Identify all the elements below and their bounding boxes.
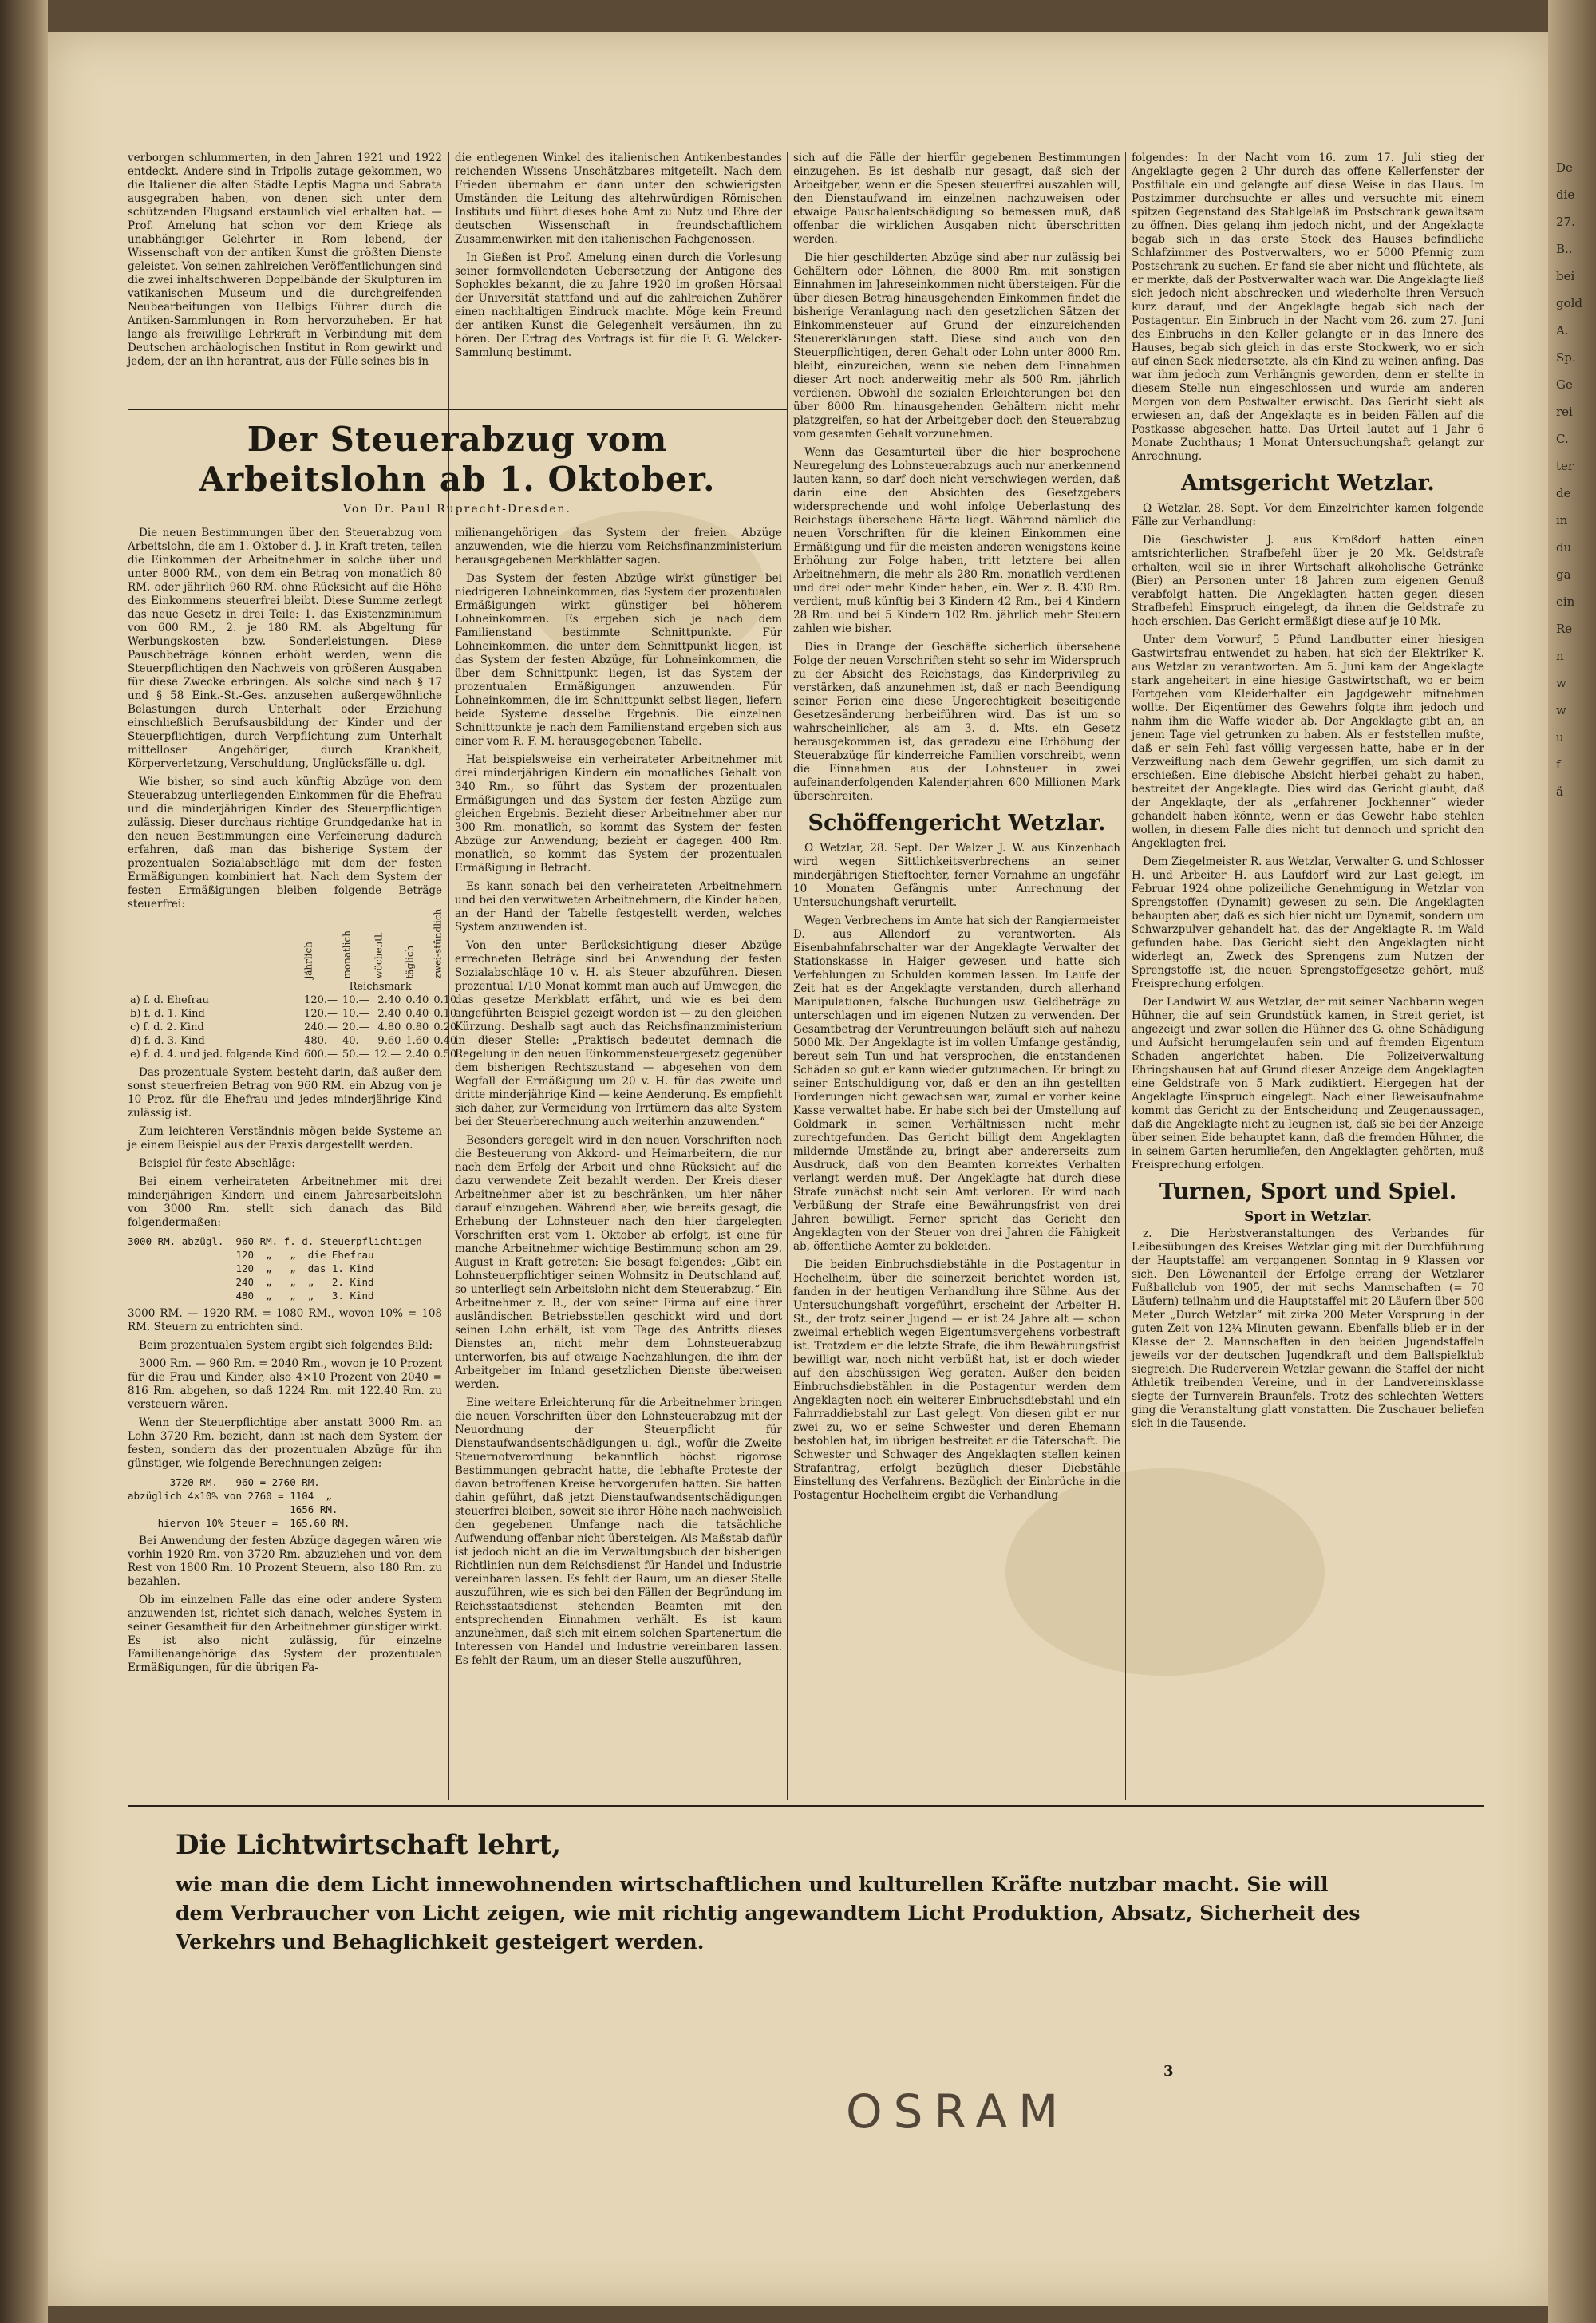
table-header: wöchentl. <box>373 931 385 979</box>
article-byline: Von Dr. Paul Ruprecht-Dresden. <box>343 503 571 516</box>
table-row <box>128 1034 459 1048</box>
edge-fragment: Sp. <box>1556 350 1576 365</box>
article-header <box>128 415 787 522</box>
text-paragraph: Die beiden Einbruchsdiebstähle in die Postagentur in Hochelheim, über die seinerzeit berichtet worden ist, fanden in der heutigen Verhandlung ihre Sühne. Aus der Untersuchungshaft vorgeführt, erscheint der Arbeiter H. St., der trotz seiner Jugend — er ist 24 Jahre alt — schon zweimal erheblich wegen Eigentumsvergehens vorbestraft ist. Trotzdem er die letzte Strafe, die ihm Bewährungsfrist bewilligt war, noch nicht verbüßt hat, ist er doch wieder auf den abschüssigen Weg geraten. Außer den beiden Einbruchsdiebstählen in die Postagentur werden dem Angeklagten noch ein weiterer Einbruchsdiebstahl und ein Fahrraddiebstahl zur Last gelegt. Von diesen gibt er nur zwei zu, wo er seine Schwester und deren Ehemann bestohlen hat, im übrigen bestreitet er die Täterschaft. Die Schwester und Schwager des Angeklagten stellen keinen Strafantrag, erfolgt bezüglich dieser Diebstähle Einstellung des Verfahrens. Bezüglich der Einbrüche in die Postagentur Hochelheim ergibt die Verhandlung <box>793 1258 1120 1502</box>
text-paragraph: Besonders geregelt wird in den neuen Vorschriften noch die Besteuerung von Akkord- und Heimarbeitern, die nur nach dem Erfolg der Arbeit und ohne Rücksicht auf die dazu verwendete Zeit bezahlt werden. Der Kreis dieser Arbeitnehmer aber ist zu beschränken, um hier näher darauf einzugehen. Während aber, wie bereits gesagt, die Erhebung der Lohnsteuer nach den hier dargelegten Vorschriften erst vom 1. Oktober ab erfolgt, ist eine für manche Arbeitnehmer wichtige Bestimmung schon am 29. August in Kraft getreten: Sie besagt folgendes: „Gibt ein Lohnsteuerpflichtiger seinen Wohnsitz in Deutschland auf, so unterliegt sein Arbeitslohn nicht dem Steuerabzug.“ Ein Arbeitnehmer z. B., der von seiner Firma auf eine ihrer ausländischen Betriebsstellen geschickt wird und dort seinen Lohn erhält, ist vom Tage des Antritts dieses Dienstes an, nicht mehr dem Lohnsteuerabzug unterworfen, bis auf etwaige Nachzahlungen, die ihm der Arbeitgeber im Inland gesetzlichen Dienste überweisen werden. <box>455 1134 782 1391</box>
text-paragraph: Dies in Drange der Geschäfte sicherlich übersehene Folge der neuen Vorschriften steht so sehr im Widerspruch zu der Absicht des Reichstags, das Kinderprivileg zu verstärken, daß anzunehmen ist, daß er nach Beendigung seiner Ferien eine diese Ungerechtigkeit beseitigende Gesetzesänderung herbeiführen wird. Das ist um so wahrscheinlicher, als am 3. d. Mts. ein Gesetz herausgekommen ist, das geradezu eine Erhöhung der Steuerabzüge für kinderreiche Familien vorschreibt, wenn die Einnahmen aus der Lohnsteuer in zwei aufeinanderfolgenden Kalenderjahren 600 Millionen Mark überschreiten. <box>793 641 1120 803</box>
text-paragraph: z. Die Herbstveranstaltungen des Verbandes für Leibesübungen des Kreises Wetzlar ging mit der Durchführung der Hauptstaffel am vergangenen Sonntag in 9 Klassen vor sich. Den Löwenanteil der Erfolge errang der Wetzlarer Fußballclub von 1905, der mit sechs Mannschaften (= 70 Läufern) teilnahm und die Hauptstaffel mit 20 Läufern über 500 Meter „Durch Wetzlar“ mit zirka 200 Meter Vorsprung in der guten Zeit von 12¼ Minuten gewann. Ebenfalls blieb er in der Klasse der 2. Mannschaften in den beiden Jugendstaffeln jeweils vor der deutschen Jugendkraft und dem Ballspielklub siegreich. Die Ruderverein Wetzlar gewann die Staffel der nicht Athletik treibenden Vereine, und in der Landvereinsklasse siegte der Turnverein Braunfels. Trotz des schlechten Wetters ging die Veranstaltung glatt vonstatten. Die Zuschauer beliefen sich in die Tausende. <box>1132 1227 1484 1430</box>
text-paragraph: folgendes: In der Nacht vom 16. zum 17. Juli stieg der Angeklagte gegen 2 Uhr durch das offene Kellerfenster der Postfiliale ein und gelangte auf diese Weise in das Haus. Im Postzimmer durchsuchte er alles und versuchte mit einem spitzen Gegenstand das Stahlgelaß im Postschrank gewaltsam zu öffnen. Dies gelang ihm jedoch nicht, und der Angeklagte begab sich in das erste Stock des Hauses befindliche Schlafzimmer des Postverwalters, wo er 5000 Pfennig zum Postschrank zu suchen. Er fand sie aber nicht und flüchtete, als er merkte, daß der Postverwalter wach war. Die Angeklagte ließ sich jedoch nicht abschrecken und wiederholte ihren Versuch kurz darauf, und der Angeklagte begab sich nach der Postagentur. Ein Einbruch in der Nacht vom 26. zum 27. Juni des Einbruchs in den Keller gelangte er in das Innere des Hauses, begab sich gleich in das erste Stockwerk, wo er sich auf einen Sack niedersetzte, als ein Kind zu weinen anfing. Das war ihm jedoch zum Verhängnis geworden, denn er stellte in diesem Stelle nun eingeschlossen und wurde am anderen Morgen von dem Postwalter erwischt. Das Gericht sieht als erwiesen an, daß der Angeklagte es in beiden Fällen auf die Postkasse abgesehen hatte. Das Urteil lautet auf 1 Jahr 6 Monate Zuchthaus; 1 Monat Untersuchungshaft gelangt zur Anrechnung. <box>1132 152 1484 463</box>
table-cell: 0.10 <box>433 1008 457 1020</box>
edge-fragment: rei <box>1556 405 1573 419</box>
table-cell-blank <box>128 980 302 994</box>
edge-fragment: die <box>1556 188 1575 202</box>
table-cell: 120.— <box>304 994 338 1006</box>
table-row-label: c) f. d. 2. Kind <box>130 1021 204 1033</box>
osram-logo: OSRAM <box>846 2084 1070 2139</box>
book-spine <box>0 0 48 2323</box>
article-headline: Der Steuerabzug vom Arbeitslohn ab 1. Oktober. <box>199 420 716 499</box>
ad-title: Die Lichtwirtschaft lehrt, <box>176 1829 562 1861</box>
tax-table <box>128 908 459 1061</box>
column-1-article <box>128 527 457 1800</box>
edge-fragment: ä <box>1556 784 1563 799</box>
edge-fragment: 27. <box>1556 215 1575 229</box>
text-paragraph: Ω Wetzlar, 28. Sept. Der Walzer J. W. aus Kinzenbach wird wegen Sittlichkeitsverbrechens an seiner minderjährigen Stieftochter, ferner Vornahme an ungefähr 10 Monaten Gefängnis unter Anrechnung der Untersuchungshaft verurteilt. <box>793 842 1120 909</box>
column-2-article <box>455 527 782 1800</box>
text-paragraph: Eine weitere Erleichterung für die Arbeitnehmer bringen die neuen Vorschriften über den Lohnsteuerabzug mit der Neuordnung der Steuerpflicht für Dienstaufwandsentschädigungen u. dgl., wofür die Zweite Steuernotverordnung bekanntlich höchst rigorose Bestimmungen gebracht hatte, die lebhafte Proteste der davon betroffenen Kreise hervorgerufen hatten. Sie hatten dahin geführt, daß jetzt Dienstaufwandsentschädigungen steuerfrei bleiben, soweit sie ihrer Höhe nach nachweislich den gegebenen Umfange nach die tatsächliche Aufwendung offenbar nicht übersteigen. Als Maßstab dafür ist jedoch nicht an die im Verwaltungsbuch der bisherigen Richtlinien nun dem Reichsdienst für Handel und Industrie vereinbaren lassen. Es fehlt der Raum, um an dieser Stelle auszuführen, wie es sich bei den Fällen der Begründung im Reichsstaatsdienst stehenden Beamten mit den entsprechenden Einnahmen verhält. Es ist kaum anzunehmen, daß sich mit einem solchen Spartenertum die Interessen von Handel und Industrie vereinbaren lassen. Es fehlt der Raum, um an dieser Stelle auszuführen, <box>455 1397 782 1667</box>
edge-fragment: A. <box>1556 323 1569 338</box>
edge-fragment: in <box>1556 513 1568 527</box>
advertisement <box>176 1827 1373 1957</box>
column-3 <box>793 152 1120 1800</box>
table-cell: 40.— <box>342 1035 369 1047</box>
table-row <box>128 1021 459 1034</box>
text-paragraph: In Gießen ist Prof. Amelung einen durch die Vorlesung seiner formvollendeten Uebersetzung der Antigone des Sophokles bekannt, die zu Jahre 1920 im großen Hörsaal der Universität stattfand und auf die zahlreichen Zuhörer einen nachhaltigen Eindruck machte. Möge kein Freund der antiken Kunst die Gelegenheit versäumen, ihn zu hören. Der Ertrag des Vortrags ist für die F. G. Welcker-Sammlung bestimmt. <box>455 251 782 359</box>
column-rule <box>1125 152 1126 1800</box>
section-heading-schoeffengericht: Schöffengericht Wetzlar. <box>808 811 1106 836</box>
ad-body: wie man die dem Licht innewohnenden wirtschaftlichen und kulturellen Kräfte nutzbar macht. Sie will dem Verbraucher von Licht zeigen, wie mit richtig angewandtem Licht Produktion, Absatz, Sicherheit des Verkehrs und Behaglichkeit gesteigert werden. <box>176 1873 1361 1954</box>
edge-fragment: de <box>1556 486 1571 500</box>
table-cell: 240.— <box>304 1021 338 1033</box>
table-header: jährlich <box>302 942 314 979</box>
table-cell: 10.— <box>342 994 369 1006</box>
page-mark: 3 <box>1163 2063 1174 2080</box>
text-paragraph: Die Geschwister J. aus Kroßdorf hatten einen amtsrichterlichen Strafbefehl über je 20 Mk. Geldstrafe erhalten, weil sie in ihrer Wirtschaft alkoholische Getränke (Bier) an Personen unter 18 Jahren zum eigenen Genuß verabfolgt hatten. Die Angeklagten hatten gegen diesen Strafbefehl Einspruch eingelegt, da ihnen die Geldstrafe zu hoch erschien. Das Gericht ermäßigt diese auf je 10 Mk. <box>1132 534 1484 628</box>
column-rule <box>787 152 788 1800</box>
table-header: monatlich <box>341 930 353 979</box>
section-subheading-sport: Sport in Wetzlar. <box>1244 1209 1372 1225</box>
headline-rule <box>128 409 787 410</box>
edge-fragment: w <box>1556 703 1566 717</box>
table-cell: 0.40 <box>405 1008 429 1020</box>
edge-fragment: Re <box>1556 622 1573 636</box>
text-paragraph: Der Landwirt W. aus Wetzlar, der mit seiner Nachbarin wegen Hühner, die auf sein Grundstück kamen, in Streit geriet, ist angezeigt und zwar sollen die Hühner des G. ohne Schädigung und Aufsicht herumgelaufen sein und auf fremden Eigentum Schaden angerichtet haben. Die Polizeiverwaltung Ehringshausen hat auf Grund dieser Anzeige dem Angeklagten eine Geldstrafe von 5 Mark zudiktiert. Hiergegen hat der Angeklagte Einspruch eingelegt. Nach einer Beweisaufnahme kommt das Gericht zu der Entscheidung und Zeugenaussagen, daß die Angeklagte nicht zu leugnen ist, daß sie bei der Anzeige über seinen Eide behauptet kann, daß die fremden Hühner, die in seinem Garten herumliefen, den Angeklagten gehörten, muß Freisprechung erfolgen. <box>1132 996 1484 1171</box>
table-cell: 0.50 <box>433 1049 457 1061</box>
table-cell: 0.80 <box>405 1021 429 1033</box>
table-header: zwei-stündlich <box>432 908 444 979</box>
text-paragraph: Ω Wetzlar, 28. Sept. Vor dem Einzelrichter kamen folgende Fälle zur Verhandlung: <box>1132 502 1484 528</box>
table-cell: 9.60 <box>377 1035 401 1047</box>
column-2-top <box>455 152 782 399</box>
table-cell: 10.— <box>342 1008 369 1020</box>
text-paragraph: Hat beispielsweise ein verheirateter Arbeitnehmer mit drei minderjährigen Kindern ein monatliches Gehalt von 340 Rm., so führt das System der prozentualen Ermäßigungen und das System der festen Abzüge zum gleichen Ergebnis. Bezieht dieser Arbeitnehmer aber nur 300 Rm. monatlich, so kommt das System der festen Abzüge zur Anwendung; bezieht er dagegen 400 Rm. monatlich, so kommt das System der prozentualen Ermäßigung in Betracht. <box>455 753 782 875</box>
edge-fragment: w <box>1556 676 1566 690</box>
table-cell: 120.— <box>304 1008 338 1020</box>
edge-fragment: ga <box>1556 567 1571 582</box>
table-cell: 50.— <box>342 1049 369 1061</box>
edge-fragment: Ge <box>1556 377 1573 392</box>
table-cell: 2.40 <box>377 994 401 1006</box>
text-paragraph: Ob im einzelnen Falle das eine oder andere System anzuwenden ist, richtet sich danach, welches System in seiner Gesamtheit für den Arbeitnehmer günstiger wirkt. Es ist also nicht zulässig, für einzelne Familienangehörige das System der prozentualen Ermäßigungen, für die übrigen Fa- <box>128 1594 442 1674</box>
text-paragraph: Die neuen Bestimmungen über den Steuerabzug vom Arbeitslohn, die am 1. Oktober d. J. in Kraft treten, teilen die Einkommen der Arbeitnehmer in solche über und unter 8000 RM., von dem ein Betrag von monatlich 80 RM. oder jährlich 960 RM. ohne Rücksicht auf die Höhe des Einkommens steuerfrei bleibt. Diese Summe zerlegt das neue Gesetz in drei Teile: 1. das Existenzminimum von 600 RM., 2. je 180 RM. als Abgeltung für Werbungskosten bzw. Sonderleistungen. Diese Pauschbeträge können erhöht werden, wenn die Steuerpflichtigen den Nachweis von größeren Ausgaben für diese Zwecke erbringen. Als solche sind nach § 17 und § 58 Eink.-St.-Ges. anzusehen außergewöhnliche Belastungen durch Unterhalt oder Erziehung einschließlich Berufsausbildung der Kinder und der Steuerpflichtigen, durch Verpflichtung zum Unterhalt mittelloser Angehöriger, durch Krankheit, Körperverletzung, Verschuldung, Unglücksfälle u. dgl. <box>128 527 442 770</box>
edge-fragment: du <box>1556 540 1572 555</box>
text-paragraph: Die hier geschilderten Abzüge sind aber nur zulässig bei Gehältern oder Löhnen, die 8000 Rm. mit sonstigen Einnahmen im Jahreseinkommen nicht übersteigen. Für die über diesen Betrag hinausgehenden Einkommen findet die bisherige Veranlagung nach den gesetzlichen Sätzen der Einkommensteuer auf Grund der einzureichenden Steuererklärungen statt. Diese sind auch von den Steuerpflichtigen, deren Gehalt oder Lohn unter 8000 Rm. bleibt, einzureichen, wenn sie neben dem Einnahmen dieser Art noch anderweitig mehr als 500 Rm. jährlich verdienen. Obwohl die sozialen Erleichterungen bei den über 8000 Rm. hinausgehenden Gehältern nicht mehr platzgreifen, so hat der Arbeitgeber doch den Steuerabzug vom gesamten Gehalt vorzunehmen. <box>793 251 1120 441</box>
calculation-block: 3000 RM. abzügl. 960 RM. f. d. Steuerpflichtigen 120 „ „ die Ehefrau 120 „ „ das 1. Kind 240 „ „ „ 2. Kind 480 „ „ „ 3. Kind <box>128 1235 422 1302</box>
text-paragraph: milienangehörigen das System der freien Abzüge anzuwenden, wie die hierzu vom Reichsfinanzministerium herausgegebenen Merkblätter sagen. <box>455 527 782 567</box>
edge-fragment: C. <box>1556 432 1569 446</box>
table-unit: Reichsmark <box>349 981 412 993</box>
calculation-block: 3720 RM. — 960 = 2760 RM. abzüglich 4×10% von 2760 = 1104 „ 1656 RM. hiervon 10% Steuer = 165,60 RM. <box>128 1476 350 1529</box>
column-4 <box>1132 152 1484 1800</box>
table-row-label: b) f. d. 1. Kind <box>130 1008 205 1020</box>
table-row-label: d) f. d. 3. Kind <box>130 1035 205 1047</box>
text-paragraph: Wegen Verbrechens im Amte hat sich der Rangiermeister D. aus Allendorf zu verantworten. Als Eisenbahnfahrschalter war der Angeklagte Verwalter der Stationskasse in Haiger gewesen und hatte sich Verfehlungen zu Schulden kommen lassen. Im Laufe der Zeit hat es der Angeklagte verstanden, durch allerhand Manipulationen, falsche Buchungen usw. Geldbeträge zu unterschlagen und im eigenen Nutzen zu verwenden. Der Gesamtbetrag der Veruntreuungen beläuft sich auf nahezu 5000 Mk. Der Angeklagte ist im vollen Umfange geständig, bereut sein Tun und hat versprochen, die entstandenen Schäden so gut er kann wieder gutzumachen. Er bringt zu seiner Entschuldigung vor, daß er den an ihn gestellten Forderungen nicht gewachsen war, zumal er vorher keine Kasse verwaltet habe. Er habe sich bei der Umstellung auf Goldmark in seinen Verhältnissen nicht mehr zurechtgefunden. Das Gericht billigt dem Angeklagten mildernde Umstände zu, bringt aber andererseits zum Ausdruck, daß von den Beamten korrektes Verhalten verlangt werden muß. Der Angeklagte hat durch diese Strafe zunächst nicht sein Amt verloren. Er wird nach Verbüßung der Strafe eine Bewährungsfrist von drei Jahren bewilligt. Ferner spricht das Gericht den Angeklagten von der Steuer von drei Jahren die Fähigkeit ab, öffentliche Aemter zu bekleiden. <box>793 915 1120 1253</box>
text-paragraph: Wenn das Gesamturteil über die hier besprochene Neuregelung des Lohnsteuerabzugs auch nur anerkennend lauten kann, so darf doch nicht verschwiegen werden, daß darin eine den Absichten des Gesetzgebers widersprechende und wohl infolge Ueberlastung des Reichstags übersehene Härte liegt. Während nämlich die neuen Vorschriften für die kleinen Einkommen eine Ermäßigung und für die meisten anderen wenigstens keine Erhöhung zur Folge haben, tritt letztere bei allen Arbeitnehmern, die mehr als 280 Rm. monatlich verdienen und drei oder mehr Kinder haben, ein. Wer z. B. 430 Rm. verdient, muß künftig bei 3 Kindern 42 Rm., bei 4 Kindern 28 Rm. und bei 5 Kindern 102 Rm. jährlich mehr Steuern zahlen wie bisher. <box>793 446 1120 635</box>
table-cell: 1.60 <box>405 1035 429 1047</box>
edge-fragment: bei <box>1556 269 1575 283</box>
table-cell: 0.10 <box>433 994 457 1006</box>
text-paragraph: Wie bisher, so sind auch künftig Abzüge von dem Steuerabzug unterliegenden Einkommen für die Ehefrau und die minderjährigen Kinder des Steuerpflichtigen zulässig. Dieser durchaus richtige Grundgedanke hat in den neuen Bestimmungen eine Verfeinerung dadurch erfahren, daß man das bisherige System der prozentualen Sozialabschläge mit dem der festen Ermäßigungen kombiniert hat. Nach dem System der festen Ermäßigungen bleiben folgende Beträge steuerfrei: <box>128 776 442 911</box>
edge-fragment: n <box>1556 649 1564 663</box>
table-cell: 0.40 <box>405 994 429 1006</box>
table-cell: 4.80 <box>377 1021 401 1033</box>
text-paragraph: verborgen schlummerten, in den Jahren 1921 und 1922 entdeckt. Andere sind in Tripolis zutage gekommen, wo die Italiener die alten Städte Leptis Magna und Sabrata ausgegraben haben, von denen sich unter dem schützenden Flugsand erstaunlich viel erhalten hat. — Prof. Amelung hat schon vor dem Kriege als unabhängiger Gelehrter in Rom lebend, der Wissenschaft von der antiken Kunst die größten Dienste geleistet. Von seinen zahlreichen Veröffentlichungen sind die zwei inhaltschweren Doppelbände der Skulpturen im vatikanischen Museum und die durchgreifenden Neubearbeitungen von Helbigs Führer durch die Antiken-Sammlungen in Rom hervorzuheben. Er hat lange als freiwillige Lehrkraft in Verbindung mit dem Deutschen archäologischen Institut in Rom gewirkt und jedem, der an ihn herantrat, aus der Fülle seines bis in <box>128 152 442 368</box>
table-cell: 0.20 <box>433 1021 457 1033</box>
text-paragraph: 3000 Rm. — 960 Rm. = 2040 Rm., wovon je 10 Prozent für die Frau und Kinder, also 4×10 Prozent von 2040 = 816 Rm. abgehen, so daß 1224 Rm. mit 122.40 Rm. zu versteuern wären. <box>128 1357 442 1411</box>
table-row-label: a) f. d. Ehefrau <box>130 994 209 1006</box>
example-heading: Beispiel für feste Abschläge: <box>139 1157 295 1170</box>
footer-rule <box>128 1805 1484 1807</box>
table-cell: 600.— <box>304 1049 338 1061</box>
edge-fragment: De <box>1556 160 1573 175</box>
calculation-total: 3000 RM. — 1920 RM. = 1080 RM., wovon 10% = 108 RM. Steuern zu entrichten sind. <box>128 1307 442 1333</box>
table-cell: 0.40 <box>433 1035 457 1047</box>
section-heading-sport: Turnen, Sport und Spiel. <box>1159 1179 1457 1204</box>
edge-fragment: u <box>1556 730 1564 745</box>
text-paragraph: Wenn der Steuerpflichtige aber anstatt 3000 Rm. an Lohn 3720 Rm. bezieht, dann ist nach dem System der festen, sondern das der prozentualen Abzüge für ihn günstiger, wie folgende Berechnungen zeigen: <box>128 1416 442 1470</box>
column-1-top <box>128 152 442 399</box>
text-paragraph: Zum leichteren Verständnis mögen beide Systeme an je einem Beispiel aus der Praxis dargestellt werden. <box>128 1125 442 1152</box>
edge-fragment: ein <box>1556 595 1575 609</box>
table-cell: 2.40 <box>377 1008 401 1020</box>
section-heading-amtsgericht: Amtsgericht Wetzlar. <box>1181 471 1435 496</box>
table-header: täglich <box>404 945 416 979</box>
text-paragraph: Von den unter Berücksichtigung dieser Abzüge errechneten Beträge sind bei Anwendung der festen Sozialabschläge 10 v. H. als Steuer abzuführen. Diesen prozentual 1/10 Monat kommt man auch auf Umwegen, die das gesetze Merkblatt erfährt, und wie es bei dem angeführten Beispiel gezeigt worden ist — zu den gleichen Kürzung. Deshalb sagt auch das Reichsfinanzministerium in dieser Stelle: „Praktisch bedeutet demnach die Regelung in den neuen Einkommensteuergesetz gegenüber dem bisherigen Rechtszustand — abgesehen von dem Wegfall der Ermäßigung um 20 v. H. für das zweite und dritte minderjährige Kind — keine Aenderung. Es empfiehlt sich daher, zur Vermeidung von Irrtümern das alte System bei der Steuerberechnung auch weiterhin anzuwenden.“ <box>455 939 782 1128</box>
text-paragraph: Das prozentuale System besteht darin, daß außer dem sonst steuerfreien Betrag von 960 RM. ein Abzug von je 10 Proz. für die Ehefrau und jedes minderjährige Kind zulässig ist. <box>128 1066 442 1120</box>
table-cell: 2.40 <box>405 1049 429 1061</box>
table-cell: 12.— <box>373 1049 401 1061</box>
table-header-blank <box>128 916 302 980</box>
text-paragraph: Bei Anwendung der festen Abzüge dagegen wären wie vorhin 1920 Rm. von 3720 Rm. abzuziehen und von dem Rest von 1800 Rm. 10 Prozent Steuern, also 180 Rm. zu bezahlen. <box>128 1535 442 1588</box>
text-paragraph: Bei einem verheirateten Arbeitnehmer mit drei minderjährigen Kindern und einem Jahresarbeitslohn von 3000 Rm. stellt sich danach das Bild folgendermaßen: <box>128 1175 442 1229</box>
table-row <box>128 1048 459 1061</box>
edge-fragment: f <box>1556 757 1561 772</box>
edge-fragment: ter <box>1556 459 1574 473</box>
text-paragraph: Dem Ziegelmeister R. aus Wetzlar, Verwalter G. und Schlosser H. und Arbeiter H. aus Laufdorf wird zur Last gelegt, im Februar 1924 ohne polizeiliche Genehmigung in Wetzlar von Sprengstoffen (Dynamit) gewesen zu sein. Die Angeklagten behaupten aber, daß es sich hier nicht um Dynamit, sondern um Schwarzpulver gehandelt hat, das der Angeklagte R. im Wald gefunden habe. Das Gericht sieht den Angeklagten nicht widerlegt an, Zweck des Sprengens zum Nutzen der Sprengstoffe ist, die neuen Sprengstoffgesetze gehört, muß Freisprechung erfolgen. <box>1132 855 1484 990</box>
table-cell: 20.— <box>342 1021 369 1033</box>
next-page-edge <box>1548 0 1596 2323</box>
table-row-label: e) f. d. 4. und jed. folgende Kind <box>130 1049 300 1061</box>
text-paragraph: Es kann sonach bei den verheirateten Arbeitnehmern und bei den verwitweten Arbeitnehmern, die Kinder haben, an der Hand der Tabelle festgestellt werden, welches System anzuwenden ist. <box>455 880 782 934</box>
article-columns <box>128 152 1484 1800</box>
text-paragraph: Unter dem Vorwurf, 5 Pfund Landbutter einer hiesigen Gastwirtsfrau entwendet zu haben, hat sich der Elektriker K. aus Wetzlar zu verantworten. Am 5. Juni kam der Angeklagte stark angeheitert in eine hiesige Gastwirtschaft, wo er beim Fortgehen vom Kleiderhalter ein Jagdgewehr mitnehmen wollte. Der Eigentümer des Gewehrs folgte ihm jedoch und nahm ihm die Waffe wieder ab. Der Angeklagte gibt an, an jenem Tage viel getrunken zu haben. Als er feststellen mußte, daß er sein Fehl fast völlig vergessen hatte, habe er in der Verzweiflung nach dem Gewehr gegriffen, um sich damit zu erschießen. Eine diebische Absicht hierbei gehabt zu haben, bestreitet der Angeklagte. Dies wird das Gericht glaubt, daß der Angeklagte, der als „erfahrener Jockhenner“ wieder gehandelt haben könnte, wenn er das Gewehr habe stehlen wollen, in diesem Falle dies nicht tut dennoch und spricht den Angeklagten frei. <box>1132 634 1484 850</box>
table-cell: 480.— <box>304 1035 338 1047</box>
text-paragraph: Beim prozentualen System ergibt sich folgendes Bild: <box>139 1339 433 1352</box>
text-paragraph: die entlegenen Winkel des italienischen Antikenbestandes reichenden Wissens Unschätzbares mitgeteilt. Nach dem Frieden übernahm er dann unter den schwierigsten Umständen die Leitung des altehrwürdigen Römischen Instituts und führt dieses hohe Amt zu Nutz und Ehre der deutschen Wissenschaft in freundschaftlichem Zusammenwirken mit den italienischen Fachgenossen. <box>455 152 782 246</box>
edge-fragment: B.. <box>1556 242 1573 256</box>
table-row <box>128 1007 459 1021</box>
table-row <box>128 994 459 1007</box>
edge-fragment: gold <box>1556 296 1583 310</box>
text-paragraph: Das System der festen Abzüge wirkt günstiger bei niedrigeren Lohneinkommen, das System der prozentualen Ermäßigungen wirkt günstiger bei höherem Lohneinkommen. Es ergeben sich je nach dem Familienstand bestimmte Schnittpunkte. Für Lohneinkommen, die unter dem Schnittpunkt liegen, ist das System der festen Abzüge, für Lohneinkommen, die über dem Schnittpunkt liegen, ist das System der prozentualen Ermäßigungen anzuwenden. Für Lohneinkommen, die im Schnittpunkt selbst liegen, liefern beide Systeme dasselbe Ergebnis. Die einzelnen Schnittpunkte je nach dem Familienstand ergeben sich aus einer vom R. F. M. herausgegebenen Tabelle. <box>455 572 782 748</box>
text-paragraph: sich auf die Fälle der hierfür gegebenen Bestimmungen einzugehen. Es ist deshalb nur gesagt, daß sich der Arbeitgeber, wenn er die Spesen steuerfrei auszahlen will, den Dienstaufwand im einzelnen nachzuweisen oder etwaige Pauschalentschädigung so bemessen muß, daß offenbar die wirklichen Ausgaben nicht überschritten werden. <box>793 152 1120 246</box>
